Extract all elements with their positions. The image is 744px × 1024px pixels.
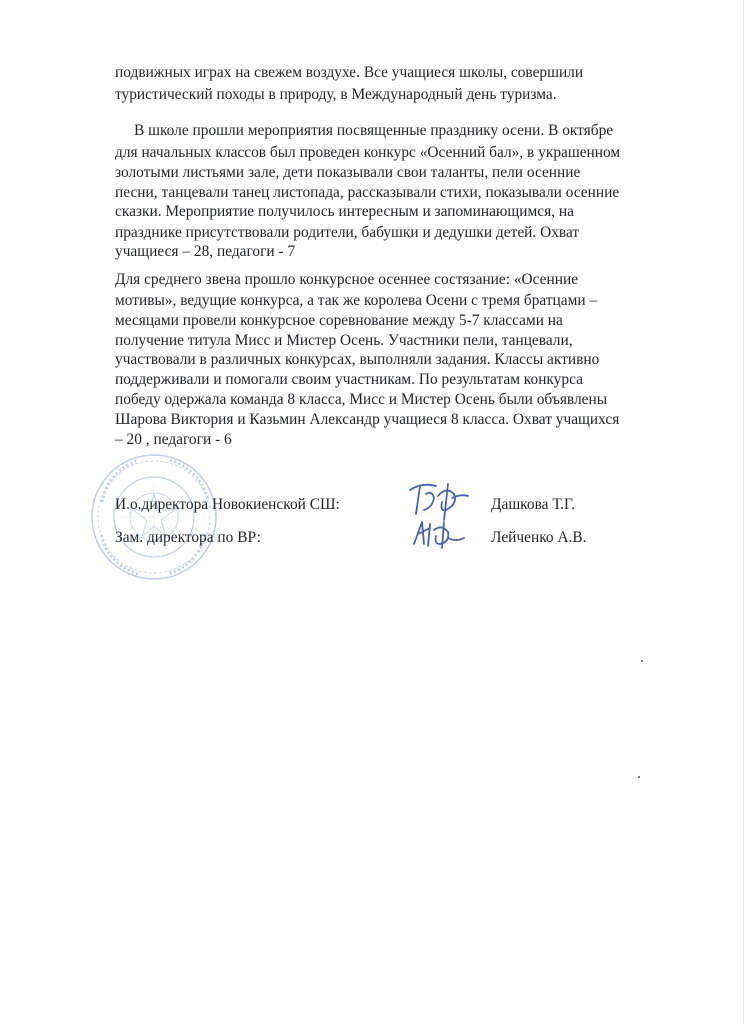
text-line: Шарова Виктория и Казьмин Александр учащиеся 8 класса. Охват учащихся bbox=[115, 411, 620, 428]
text-line: для начальных классов был проведен конкурс «Осенний бал», в украшенном bbox=[115, 144, 621, 161]
deputy-name: Лейченко А.В. bbox=[491, 529, 587, 546]
scan-speck bbox=[641, 660, 643, 662]
text-line: – 20 , педагоги - 6 bbox=[115, 431, 232, 448]
text-line: победу одержала команда 8 класса, Мисс и Мистер Осень были объявлены bbox=[115, 391, 608, 408]
text-line: В школе прошли мероприятия посвященные празднику осени. В октябре bbox=[134, 122, 614, 139]
text-line: песни, танцевали танец листопада, рассказывали стихи, показывали осенние bbox=[115, 184, 620, 201]
director-name: Дашкова Т.Г. bbox=[491, 496, 576, 513]
stamp-icon bbox=[88, 452, 220, 582]
text-line: поддерживали и помогали своим участникам. По результатам конкурса bbox=[115, 371, 583, 388]
text-line: месяцами провели конкурсное соревнование между 5-7 классами на bbox=[115, 312, 563, 329]
text-line: участвовали в различных конкурсах, выполняли задания. Классы активно bbox=[115, 351, 600, 368]
director-title: И.о.директора Новокиенской СШ: bbox=[115, 496, 340, 513]
text-line: учащиеся – 28, педагоги - 7 bbox=[115, 243, 296, 260]
text-line: подвижных играх на свежем воздухе. Все учащиеся школы, совершили bbox=[115, 64, 584, 81]
text-line: золотыми листьями зале, дети показывали свои таланты, пели осенние bbox=[115, 164, 581, 181]
text-line: празднике присутствовали родители, бабушки и дедушки детей. Охват bbox=[115, 224, 580, 241]
text-line: Для среднего звена прошло конкурсное осеннее состязание: «Осенние bbox=[115, 271, 579, 288]
deputy-title: Зам. директора по ВР: bbox=[115, 529, 261, 546]
text-line: сказки. Мероприятие получилось интересным и запоминающимся, на bbox=[115, 203, 574, 220]
scan-speck bbox=[638, 776, 640, 778]
text-line: мотивы», ведущие конкурса, а так же королева Осени с тремя братцами – bbox=[115, 292, 598, 309]
deputy-signature-icon bbox=[408, 514, 468, 554]
text-line: получение титула Мисс и Мистер Осень. Участники пели, танцевали, bbox=[115, 332, 573, 349]
text-line: туристический походы в природу, в Международный день туризма. bbox=[115, 86, 557, 103]
